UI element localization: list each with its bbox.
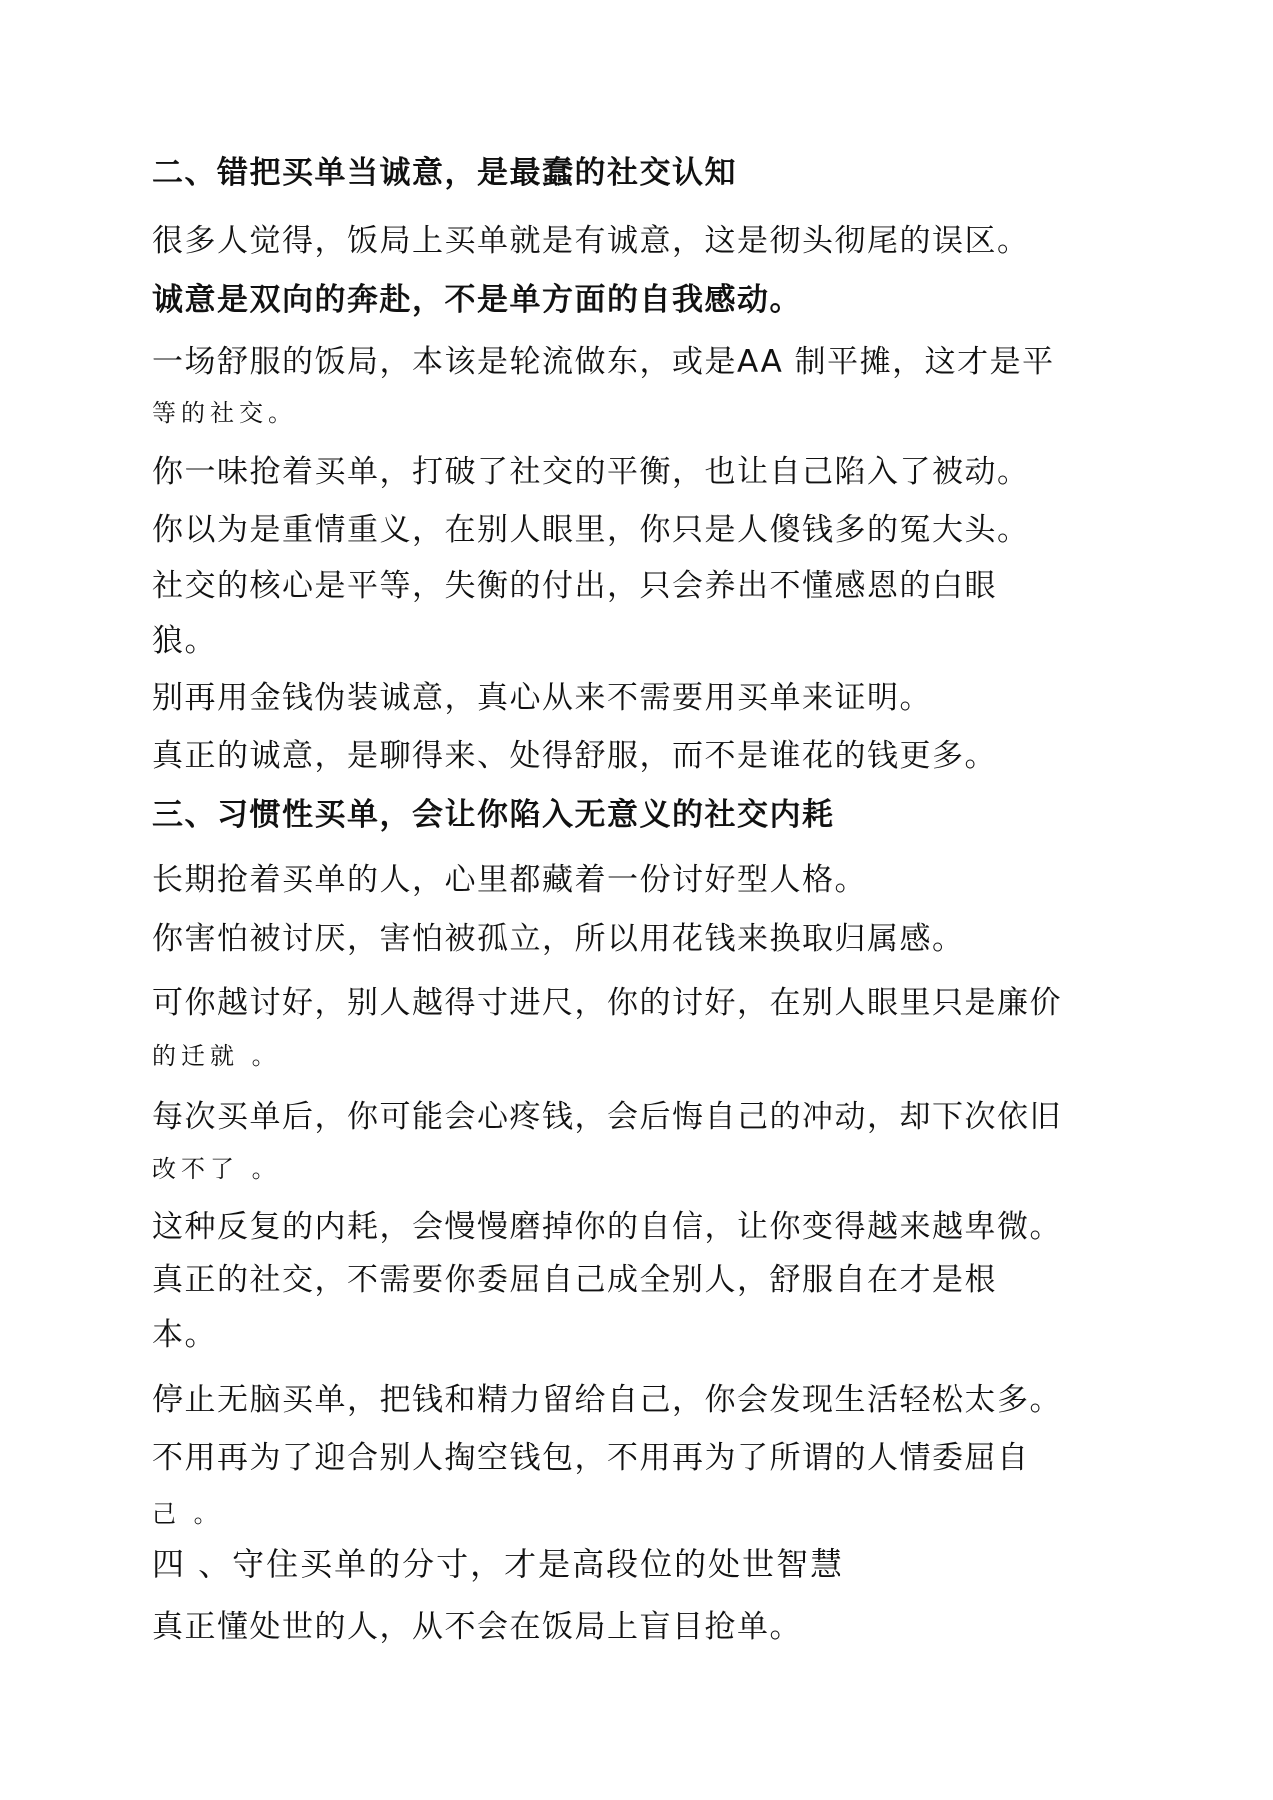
paragraph: 很多人觉得，饭局上买单就是有诚意，这是彻头彻尾的误区。: [152, 223, 1030, 259]
paragraph: 停止无脑买单，把钱和精力留给自己，你会发现生活轻松太多。: [152, 1382, 1062, 1418]
paragraph-line: 等的社交。: [152, 399, 297, 427]
paragraph-line: 每次买单后，你可能会心疼钱，会后悔自己的冲动，却下次依旧: [152, 1099, 1062, 1135]
paragraph: 长期抢着买单的人，心里都藏着一份讨好型人格。: [152, 862, 867, 898]
paragraph: 你以为是重情重义，在别人眼里，你只是人傻钱多的冤大头。: [152, 512, 1030, 548]
paragraph: 你一味抢着买单，打破了社交的平衡，也让自己陷入了被动。: [152, 454, 1030, 490]
section-heading: 三、习惯性买单，会让你陷入无意义的社交内耗: [152, 797, 835, 833]
paragraph-line: 社交的核心是平等，失衡的付出，只会养出不懂感恩的白眼: [152, 568, 997, 604]
paragraph-line: 本。: [152, 1317, 217, 1353]
paragraph: 真正懂处世的人，从不会在饭局上盲目抢单。: [152, 1609, 802, 1645]
section-heading: 四 、守住买单的分寸，才是高段位的处世智慧: [152, 1545, 845, 1583]
paragraph-line: 改不了 。: [152, 1155, 281, 1183]
paragraph: 这种反复的内耗，会慢慢磨掉你的自信，让你变得越来越卑微。: [152, 1209, 1062, 1245]
paragraph-line: 狼。: [152, 623, 217, 659]
paragraph: 别再用金钱伪装诚意，真心从来不需要用买单来证明。: [152, 680, 932, 716]
paragraph: 你害怕被讨厌，害怕被孤立，所以用花钱来换取归属感。: [152, 921, 965, 957]
paragraph-line: 一场舒服的饭局，本该是轮流做东，或是AA 制平摊，这才是平: [152, 344, 1055, 380]
paragraph-line: 不用再为了迎合别人掏空钱包，不用再为了所谓的人情委屈自: [152, 1440, 1030, 1476]
paragraph: 真正的诚意，是聊得来、处得舒服，而不是谁花的钱更多。: [152, 738, 997, 774]
section-heading: 二、错把买单当诚意，是最蠢的社交认知: [152, 155, 737, 191]
paragraph-line: 可你越讨好，别人越得寸进尺，你的讨好，在别人眼里只是廉价: [152, 985, 1062, 1021]
paragraph-line: 己 。: [152, 1500, 223, 1528]
emphasis-paragraph: 诚意是双向的奔赴，不是单方面的自我感动。: [152, 282, 802, 318]
paragraph-line: 真正的社交，不需要你委屈自己成全别人，舒服自在才是根: [152, 1262, 997, 1298]
paragraph-line: 的迁就 。: [152, 1042, 281, 1070]
